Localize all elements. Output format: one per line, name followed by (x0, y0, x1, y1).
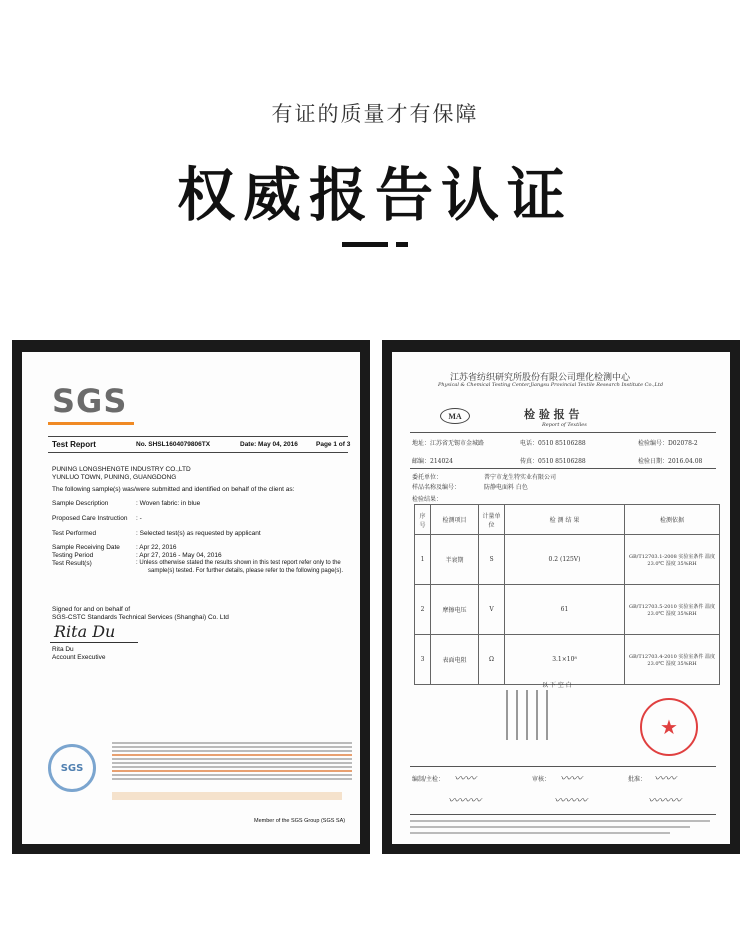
cell-unit: V (479, 585, 505, 635)
divider (410, 468, 716, 469)
table-header (415, 505, 720, 535)
divider-long (342, 242, 388, 247)
company-name: PUNING LONGSHENGTE INDUSTRY CO.,LTD (52, 466, 191, 473)
signature: Rita Du (54, 622, 116, 641)
signed-line-2: SGS-CSTC Standards Technical Services (Shanghai) Co. Ltd (52, 614, 229, 621)
row-value: : Apr 22, 2016 (136, 544, 177, 551)
info-date: 检验日期：2016.04.08 (638, 458, 703, 465)
cell-no: 1 (415, 535, 431, 585)
cell-unit: Ω (479, 635, 505, 685)
divider (410, 766, 716, 767)
header-cell: 计量单位 (479, 505, 505, 535)
cell-no: 2 (415, 585, 431, 635)
sgs-logo-underline (48, 422, 134, 425)
row-value: : Selected test(s) as requested by applicant (136, 530, 261, 537)
cn-certificate-frame (382, 340, 740, 854)
page-number: Page 1 of 3 (316, 441, 351, 448)
header-cell: 检测依据 (625, 505, 720, 535)
cell-result: 3.1×10⁸ (505, 635, 625, 685)
sgs-logo: SGS (52, 382, 128, 420)
org-name-en: Physical & Chemical Testing Center,Jiangsu Provincial Textile Research Institute Co.,Ltd (438, 382, 664, 388)
divider (48, 452, 348, 453)
header-cell: 检测项目 (431, 505, 479, 535)
info-address: 地址：江苏省无锡市金城路 (412, 440, 485, 447)
blank-marker: 以 下 空 白 (542, 682, 572, 689)
sample-value: 防静电面料 白色 (484, 484, 528, 491)
signer-name: Rita Du (52, 646, 74, 653)
member-text: Member of the SGS Group (SGS SA) (254, 818, 346, 824)
header-title: 权威报告认证 (176, 161, 573, 229)
sign-label-3: 批准： (628, 776, 647, 783)
cell-item: 摩擦电压 (431, 585, 479, 635)
divider (48, 436, 348, 437)
table-row (415, 635, 720, 685)
info-postcode: 邮编：214024 (412, 458, 453, 465)
report-label: Test Report (52, 440, 96, 449)
cell-no: 3 (415, 635, 431, 685)
signature-scribble: 〰〰〰 (448, 794, 481, 807)
cell-basis: GB/T12703.4-2010 实验室条件 温度 23.0℃ 湿度 35%RH (625, 635, 720, 685)
signature-line (50, 642, 138, 643)
row-value: : Woven fabric: in blue (136, 500, 201, 507)
fine-print-line (410, 832, 670, 834)
fine-print (112, 742, 352, 782)
stamp-lines (502, 690, 562, 740)
divider-short (396, 242, 408, 247)
cell-basis: GB/T12703.1-2008 实验室条件 温度 23.0℃ 湿度 35%RH (625, 535, 720, 585)
info-phone: 电话：0510 85106288 (520, 440, 586, 447)
row-label: Test Result(s) (52, 560, 92, 567)
result-table (414, 504, 720, 685)
client-value: 普宁市龙生特实业有限公司 (484, 474, 557, 481)
cell-basis: GB/T12703.5-2010 实验室条件 温度 23.0℃ 湿度 35%RH (625, 585, 720, 635)
report-date: Date: May 04, 2016 (240, 441, 298, 448)
cell-item: 表面电阻 (431, 635, 479, 685)
signature-scribble: 〰〰 (560, 772, 582, 785)
org-name-cn: 江苏省纺织研究所股份有限公司理化检测中心 (450, 373, 631, 383)
cell-unit: S (479, 535, 505, 585)
sgs-certificate (22, 352, 360, 844)
report-title-en: Report of Textiles (542, 422, 587, 428)
cn-certificate (392, 352, 730, 844)
sgs-certificate-frame (12, 340, 370, 854)
row-label: Sample Description (52, 500, 109, 507)
row-label: Proposed Care Instruction (52, 515, 128, 522)
divider (410, 814, 716, 815)
row-label: Testing Period (52, 552, 94, 559)
report-number: No. SHSL1604079806TX (136, 441, 211, 448)
footer-bar (112, 792, 342, 800)
info-fax: 传真：0510 85106288 (520, 458, 586, 465)
signature-scribble: 〰〰〰 (648, 794, 681, 807)
cell-result: 61 (505, 585, 625, 635)
sign-label-1: 编制/主检： (412, 776, 445, 783)
company-address: YUNLUO TOWN, PUNING, GUANGDONG (52, 474, 177, 481)
header-cell: 序号 (415, 505, 431, 535)
signature-scribble: 〰〰 (654, 772, 676, 785)
signature-scribble: 〰〰〰 (554, 794, 587, 807)
header-subtitle: 有证的质量才有保障 (271, 102, 479, 126)
cell-item: 半衰期 (431, 535, 479, 585)
signature-scribble: 〰〰 (454, 772, 476, 785)
client-label: 委托单位： (412, 474, 443, 481)
cell-result: 0.2 (125V) (505, 535, 625, 585)
result-continued: sample(s) tested. For further details, please refer to the following page(s). (148, 568, 344, 574)
signed-line-1: Signed for and on behalf of (52, 606, 131, 613)
divider (410, 432, 716, 433)
row-label: Sample Receiving Date (52, 544, 120, 551)
info-number: 检验编号：D02078-2 (638, 440, 698, 447)
red-stamp: ★ (640, 698, 698, 756)
row-value: : Unless otherwise stated the results shown in this test report refer only to the (136, 560, 341, 566)
fine-print-line (410, 820, 710, 822)
fine-print-line (410, 826, 690, 828)
row-label: Test Performed (52, 530, 97, 537)
row-value: : Apr 27, 2016 - May 04, 2016 (136, 552, 222, 559)
header-cell: 检 测 结 果 (505, 505, 625, 535)
table-row (415, 535, 720, 585)
intro-text: The following sample(s) was/were submitted and identified on behalf of the client as: (52, 486, 295, 493)
sgs-seal: SGS (48, 744, 96, 792)
table-row (415, 585, 720, 635)
signer-title: Account Executive (52, 654, 106, 661)
sample-label: 样品名称及编号： (412, 484, 461, 491)
row-value: : - (136, 515, 142, 522)
report-title-cn: 检 验 报 告 (524, 408, 580, 421)
result-label: 检验结果： (412, 496, 443, 503)
ma-mark: MA (440, 408, 470, 424)
sign-label-2: 审核： (532, 776, 551, 783)
